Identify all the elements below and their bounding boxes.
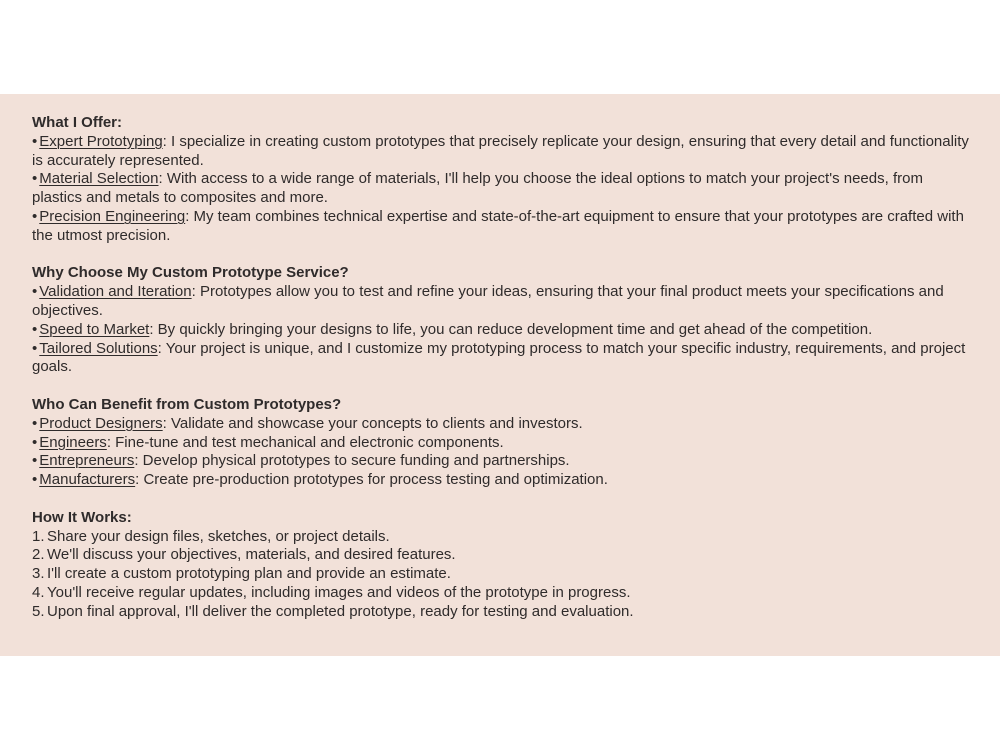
list-item (32, 321, 976, 340)
item-text: : By quickly bringing your designs to life, you can reduce development time and get ahead of the competition. (149, 320, 873, 338)
step-number: 4. (32, 583, 45, 601)
bullet: • (32, 207, 38, 225)
how-section (32, 509, 976, 622)
step-number: 2. (32, 546, 45, 564)
item-text: : Your project is unique, and I customize my prototyping process to match your specific industry, requirements, and project goals. (32, 339, 966, 376)
term-link[interactable]: Tailored Solutions (39, 339, 158, 357)
bullet: • (32, 452, 38, 470)
list-item (32, 170, 976, 208)
bullet: • (32, 414, 38, 432)
bullet: • (32, 170, 38, 188)
who-section (32, 396, 976, 490)
item-text: : With access to a wide range of materials, I'll help you choose the ideal options to match your project's needs, from plastics and metals to composites and more. (32, 170, 923, 207)
item-text: : Fine-tune and test mechanical and electronic components. (106, 433, 504, 451)
bullet: • (32, 339, 38, 357)
item-text: : Create pre-production prototypes for process testing and optimization. (135, 471, 608, 489)
term-link[interactable]: Precision Engineering (39, 207, 186, 225)
term-link[interactable]: Material Selection (39, 170, 159, 188)
bullet: • (32, 433, 38, 451)
who-heading: Who Can Benefit from Custom Prototypes? (32, 395, 342, 413)
step-number: 3. (32, 565, 45, 583)
item-text: : I specialize in creating custom prototypes that precisely replicate your design, ensuring that every detail and functionality is accurately represented. (32, 132, 969, 169)
step-item (32, 565, 976, 584)
list-item (32, 471, 976, 490)
step-text: Upon final approval, I'll deliver the completed prototype, ready for testing and evaluation. (47, 602, 634, 620)
step-item (32, 584, 976, 603)
step-number: 1. (32, 527, 45, 545)
list-item (32, 133, 976, 171)
term-link[interactable]: Product Designers (39, 414, 163, 432)
term-link[interactable]: Speed to Market (39, 320, 150, 338)
content-panel (0, 94, 1000, 656)
list-item (32, 208, 976, 246)
term-link[interactable]: Manufacturers (39, 471, 136, 489)
why-heading: Why Choose My Custom Prototype Service? (32, 264, 349, 282)
how-heading: How It Works: (32, 508, 132, 526)
step-number: 5. (32, 602, 45, 620)
item-text: : Develop physical prototypes to secure funding and partnerships. (134, 452, 570, 470)
why-section (32, 264, 976, 377)
bullet: • (32, 471, 38, 489)
step-item (32, 603, 976, 622)
bullet: • (32, 132, 38, 150)
offer-section (32, 114, 976, 246)
list-item (32, 434, 976, 453)
term-link[interactable]: Validation and Iteration (39, 283, 192, 301)
list-item (32, 283, 976, 321)
list-item (32, 340, 976, 378)
list-item (32, 415, 976, 434)
offer-heading: What I Offer: (32, 114, 122, 131)
step-text: Share your design files, sketches, or project details. (47, 527, 390, 545)
step-item (32, 528, 976, 547)
step-text: We'll discuss your objectives, materials, and desired features. (47, 546, 456, 564)
bullet: • (32, 320, 38, 338)
step-text: I'll create a custom prototyping plan and provide an estimate. (47, 565, 451, 583)
bullet: • (32, 283, 38, 301)
term-link[interactable]: Expert Prototyping (39, 132, 163, 150)
step-item (32, 546, 976, 565)
item-text: : Validate and showcase your concepts to clients and investors. (162, 414, 583, 432)
list-item (32, 452, 976, 471)
item-text: : Prototypes allow you to test and refine your ideas, ensuring that your final product meets your specifications and objectives. (32, 283, 944, 319)
term-link[interactable]: Entrepreneurs (39, 452, 135, 470)
item-text: : My team combines technical expertise and state-of-the-art equipment to ensure that your prototypes are crafted with the utmost precision. (32, 207, 964, 244)
step-text: You'll receive regular updates, including images and videos of the prototype in progress. (47, 583, 631, 601)
term-link[interactable]: Engineers (39, 433, 107, 451)
